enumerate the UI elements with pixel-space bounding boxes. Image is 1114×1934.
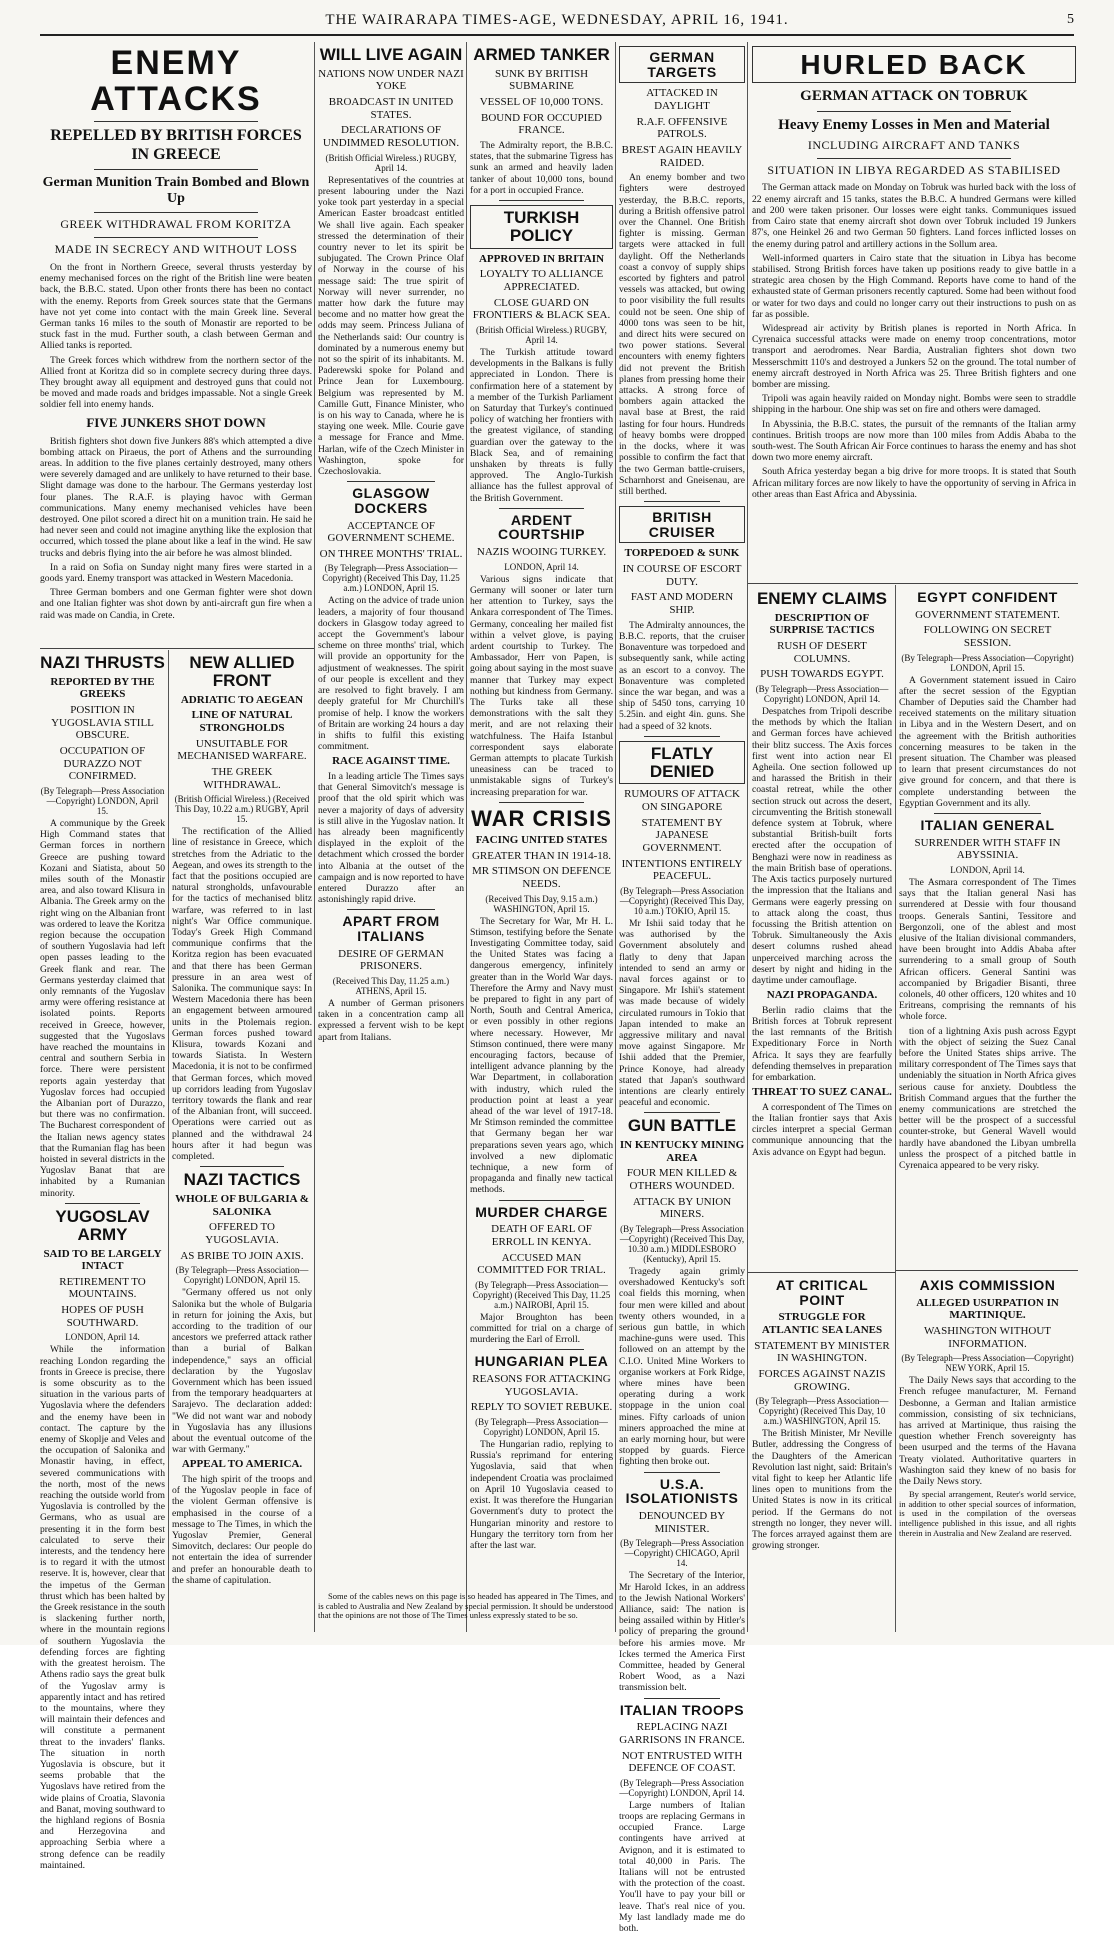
paragraph: The Secretary for War, Mr H. L. Stimson, testifying before the Senate Investigating Committee today, said the United States was facing a dangerous emergency, infinitely greater than in the World War days. Therefore the Army and Navy must be prepared to fight in any part of North, South and Central America, or even possibly in other regions where necessary. However, Mr Stimson continued, there were many encouraging factors, because of intelligent advance planning by the War Department, in collaboration with industry, which ruled the production point at least a year ahead of the war level of 1917-18. Mr Stimson reminded the committee that Germany began her war preparations seven years ago, which involved a new diplomatic technique, a new form of propaganda and finally new tactical methods.: [470, 915, 613, 1196]
headline: GERMAN TARGETS: [619, 46, 745, 83]
subheadline: SURRENDER WITH STAFF IN ABYSSINIA.: [914, 836, 1061, 862]
headline: APART FROM ITALIANS: [342, 913, 440, 945]
dateline: (By Telegraph—Press Association—Copyright) CHICAGO, April 14.: [620, 1538, 744, 1569]
headline: U.S.A. ISOLATIONISTS: [625, 1475, 739, 1507]
subheadline: REPORTED BY THE GREEKS: [50, 675, 155, 701]
subheadline: ALLEGED USURPATION IN MARTINIQUE.: [916, 1296, 1059, 1322]
subheadline: ACCEPTANCE OF GOVERNMENT SCHEME.: [327, 519, 455, 545]
headline: MURDER CHARGE: [475, 1203, 608, 1220]
divider: [94, 121, 257, 122]
paragraph: The Turkish attitude toward developments in the Balkans is fully appreciated in London. There is confirmation here of a statement by a member of the Turkish Parliament on Saturday that Turkey's continued policy of watching her frontiers with the greatest vigilance, of standing guardian over the gateway to the Black Sea, and of remaining unshaken by threats is fully approved. The Anglo-Turkish alliance has the fullest approval of the British Government.: [470, 346, 613, 504]
paragraph: Acting on the advice of trade union leaders, a majority of four thousand dockers in Glasgow today agreed to accept the Government's labour scheme on three months' trial, which will provide an opportunity for the adjustment of weaknesses. The spirit of our people is excellent and they are resolved to fight bravely. I am deeply grateful for Mr Churchill's promise of help. I know the workers of Britain are working 24 hours a day in shifts to fulfil this existing commitment.: [318, 595, 464, 753]
subheadline: APPEAL TO AMERICA.: [181, 1458, 303, 1471]
subheadline: MR STIMSON ON DEFENCE NEEDS.: [471, 865, 612, 890]
subheadline: REPELLED BY BRITISH FORCES IN GREECE: [50, 127, 302, 163]
subheadline: ADRIATIC TO AEGEAN: [180, 693, 304, 706]
subheadline: MADE IN SECRECY AND WITHOUT LOSS: [54, 242, 298, 257]
subheadline: NAZI PROPAGANDA.: [766, 989, 878, 1002]
subheadline: DEATH OF EARL OF ERROLL IN KENYA.: [491, 1223, 592, 1248]
subheadline: FACING UNITED STATES: [475, 833, 608, 846]
article-enemy-claims: [752, 590, 892, 1268]
paragraph: Tragedy again grimly overshadowed Kentucky's soft coal fields this morning, when four men were killed and about twenty others wounded, in a serious gun battle, in which machine-guns were used. This followed on an attempt by the C.I.O. United Mine Workers to organise workers at Fork Ridge, where mines have been operating during a work stoppage in the union coal mines. Fifty carloads of union miners approached the mine at an early morning hour, but were stopped by guards. Fierce fighting then broke out.: [619, 1266, 745, 1468]
dateline: (British Official Wireless.) RUGBY, April 14.: [476, 324, 607, 345]
dateline: (By Telegraph—Press Association—Copyright) (Received This Day, 11.25 a.m.) NAIROBI, April 15.: [472, 1279, 611, 1310]
paragraph: The German attack made on Monday on Tobruk was hurled back with the loss of 22 enemy aircraft and 15 tanks, states the B.B.C. A hundred Germans were killed and 200 were taken prisoner. Our losses were eight tanks. Communiques issued from Cairo state that enemy aircraft shot down over Tobruk included 19 Junkers 87's, one Heinkel 26 and two German 50 fighters. Land forces inflicted losses on the enemy during patrol and artillery actions in the Sollum area.: [752, 182, 1076, 250]
dateline: (By Telegraph—Press Association—Copyright) LONDON, April 15.: [901, 652, 1074, 673]
subheadline: FORCES AGAINST NAZIS GROWING.: [758, 1367, 886, 1393]
headline: ARDENT COURTSHIP: [498, 511, 585, 543]
dateline: (Received This Day, 9.15 a.m.) WASHINGTON, April 15.: [485, 893, 598, 914]
dateline: LONDON, April 14.: [65, 1332, 140, 1343]
paragraph: Major Broughton has been committed for trial on a charge of murdering the Earl of Erroll.: [470, 1311, 613, 1346]
divider: [644, 1112, 720, 1113]
divider: [499, 1349, 585, 1350]
paragraph: A correspondent of The Times on the Italian frontier says that Axis circles interpret a special German communique announcing that the Axis advance on Egypt had begun.: [752, 1101, 892, 1158]
subheadline: INCLUDING AIRCRAFT AND TANKS: [807, 137, 1021, 152]
subheadline: Heavy Enemy Losses in Men and Material: [778, 116, 1050, 133]
article-new-allied-front: [172, 654, 312, 1629]
subheadline: STATEMENT BY JAPANESE GOVERNMENT.: [641, 816, 723, 854]
headline: WAR CRISIS: [471, 805, 612, 831]
subheadline: FOUR MEN KILLED & OTHERS WOUNDED.: [626, 1167, 738, 1193]
headline: WILL LIVE AGAIN: [319, 45, 463, 64]
column-four: [619, 46, 745, 1934]
paragraph: The Hungarian radio, replying to Russia's reprimand for entering Yugoslavia, said that when independent Croatia was proclaimed on April 10 Yugoslavia ceased to exist. It was therefore the Hungarian Government's duty to protect the Hungarian minority and restore to Hungary the territory torn from her after the last war.: [470, 1439, 613, 1551]
subheadline: THE GREEK WITHDRAWAL.: [203, 765, 281, 791]
subheadline: WHOLE OF BULGARIA & SALONIKA: [175, 1193, 309, 1218]
divider: [94, 212, 257, 213]
subheadline: NAZIS WOOING TURKEY.: [476, 546, 607, 559]
dateline: (Received This Day, 11.25 a.m.) ATHENS, April 15.: [332, 976, 450, 997]
headline: GLASGOW DOCKERS: [352, 485, 430, 516]
subheadline: STRUGGLE FOR ATLANTIC SEA LANES: [761, 1311, 883, 1337]
dateline: (By Telegraph—Press Association—Copyright) (Received This Day, 10.30 a.m.) MIDDLESBORO (Kentucky), April 15.: [619, 1224, 745, 1265]
paragraph: Mr Ishii said today that he was authorised by the Government absolutely and flatly to deny that Japan intended to send an army or naval forces against or to Singapore. Mr Ishii's statement was made because of widely circulated rumours in Tokio that Japan intended to make an aggressive military and naval move against Singapore. Mr Ishii added that the Premier, Prince Konoye, had already stated that Japan's southward intentions are clearly entirely peaceful and economic.: [619, 917, 745, 1109]
dateline: (British Official Wireless.) RUGBY, April 14.: [325, 152, 457, 173]
subheadline: HOPES OF PUSH SOUTHWARD.: [61, 1304, 144, 1329]
paragraph: Various signs indicate that Germany will sooner or later turn her attention to Turkey, says the Ankara correspondent of The Times. Germany, concealing her mailed fist within a velvet glove, is paying ardent courtship to Turkey. The Ambassador, Herr von Papen, is going about saying in the most suave manner that Turkey may expect nothing but kindness from Germany. The Turks take all these demonstrations with the salt they merit, and are not relaxing their watchfulness. The Haifa Istanbul correspondent says elaborate German attempts to placate Turkish uneasiness can be traced to unmistakable signs of Turkey's increasing preparation for war.: [470, 573, 613, 798]
subheadline: German Munition Train Bombed and Blown Up: [42, 175, 310, 207]
paragraph: Large numbers of Italian troops are replacing Germans in occupied France. Large contingents have arrived at Avignon, and it is estimated to total 40,000 in Paris. The Italians will not be entrusted with the protection of the coast. You'll have to pay your bill or leave. That's real nice of you. My last landlady made me do both.: [619, 1799, 745, 1934]
paragraph: Tripoli was again heavily raided on Monday night. Bombs were seen to straddle shipping in the harbour. One ship was set on fire and others were damaged.: [752, 393, 1076, 416]
column-rule: [168, 650, 169, 1632]
paragraph: The Secretary of the Interior, Mr Harold Ickes, in an address to the Jewish National Workers' Alliance, said: The nation is being assailed within by Hitler's policy of preparing the ground before his armies move. Mr Ickes termed the America First Committee, headed by General Robert Wood, as a Nazi transmission belt.: [619, 1570, 745, 1694]
dateline: (By Telegraph—Press Association—Copyright) LONDON, April 15.: [475, 1417, 608, 1438]
paragraph: The rectification of the Allied line of resistance in Greece, which stretches from the Adriatic to the Aegean, and owes its strength to the fact that the positions occupied are natural strongholds, unfavourable for the tactics of mechanised blitz warfare, was referred to in last night's War Office communique. Today's Greek High Command communique confirms that the Koritza region has been evacuated and that there has been German pressure in an area west of Salonika. The communique says: In Western Macedonia there has been an engagement between armoured units in the Ptolemais region. German forces pushed toward Klisura, towards Kozani and towards Siatista. In Western Macedonia, it is not to be confirmed that German forces, which moved up corridors leading from Yugoslav territory towards the flank and rear of the Albanian front, will succeed. Operations were carried out as planned and the withdrawal 24 hours after it had begun was completed.: [172, 826, 312, 1163]
paragraph: Berlin radio claims that the British forces at Tobruk represent the last remnants of the British Expeditionary Force in North Africa. It says they are fearfully defending themselves in preparation for embarkation.: [752, 1004, 892, 1083]
headline: BRITISH CRUISER: [619, 506, 745, 543]
paragraph: A Government statement issued in Cairo after the secret session of the Egyptian Chamber of Deputies said the Chamber had received statements on the military situation in Libya and in the Western Desert, and on the agreement with the British authorities concerning measures to be taken in the present situation. The Chamber was pleased to learn that present circumstances do not give ground for concern, and that there is complete understanding between the Egyptian Government and its ally.: [899, 674, 1076, 809]
headline: YUGOSLAV ARMY: [55, 1206, 150, 1244]
headline: NEW ALLIED FRONT: [189, 653, 295, 690]
subheadline: PUSH TOWARDS EGYPT.: [760, 668, 884, 681]
dateline: (By Telegraph—Press Association—Copyright) (Received This Day, 10 a.m.) TOKIO, April 15.: [619, 885, 745, 916]
subheadline: DECLARATIONS OF UNDIMMED RESOLUTION.: [322, 124, 460, 150]
paragraph: The high spirit of the troops and of the Yugoslav people in face of the violent German offensive is emphasised in the course of a message to The Times, in which the Yugoslav Premier, General Simovitch, declares: Our people do not entertain the idea of surrender and prefer an honourable death to the shame of capitulation.: [172, 1474, 312, 1586]
divider: [347, 909, 435, 910]
subheadline: IN COURSE OF ESCORT DUTY.: [622, 563, 742, 588]
headline: GUN BATTLE: [627, 1116, 737, 1136]
subheadline: ATTACK BY UNION MINERS.: [632, 1195, 732, 1221]
headline: FLATLY DENIED: [619, 741, 745, 785]
divider: [934, 813, 1040, 814]
column-rule: [314, 42, 315, 1632]
dateline: (By Telegraph—Press Association—Copyright) (Received This Day, 11.25 a.m.) LONDON, April 15.: [322, 563, 460, 594]
article-axis-commission: [899, 1278, 1076, 1630]
divider: [200, 1166, 284, 1167]
paragraph: On the front in Northern Greece, several thrusts yesterday by enemy mechanised forces on the right of the British line were beaten back, the B.B.C. stated. Upon other fronts there has been no contact with the enemy. Reports from Greek sources state that the Germans have not yet come into contact with the main Greek line. Several German tanks 16 miles to the south of Monastir are reported to be stuck fast in the mud. Further south, a clash between German and Allied tanks is reported.: [40, 261, 312, 352]
subheadline: APPROVED IN BRITAIN: [478, 252, 605, 265]
headline: ITALIAN GENERAL: [920, 817, 1055, 834]
subheadline: DENOUNCED BY MINISTER.: [638, 1510, 726, 1535]
paragraph: The Admiralty announces, the B.B.C. reports, that the cruiser Bonaventure was torpedoed and subsequently sank, while acting as an escort to a convoy. The Bonaventure was completed since the war began, and was a ship of 5450 tons, carrying 10 5.25in. and eight 4in. guns. She had a speed of 32 knots.: [619, 619, 745, 732]
subheadline: POSITION IN YUGOSLAVIA STILL OBSCURE.: [51, 704, 154, 742]
footer-note: By special arrangement, Reuter's world service, in addition to other special sources of information, is used in the compilation of the overseas intelligence published in this issue, and all rights therein in Australia and New Zealand are reserved.: [899, 1489, 1076, 1538]
page-number: 5: [1067, 12, 1074, 27]
subheadline: OCCUPATION OF DURAZZO NOT CONFIRMED.: [59, 745, 146, 783]
paragraph: A communique by the Greek High Command states that German forces in northern Greece are pushing toward Kozani and Siatista, about 50 miles south of the Monastir area, and also toward Klisura in Albania. The Greek army on the right wing on the Albanian front was ordered to leave the Koritza region because the occupation of southern Yugoslavia had left open passes leading to the Greek flank and rear. The Germans yesterday claimed that only remnants of the Yugoslav army were offering resistance at isolated points. Reports received in Greece, however, suggested that the Yugoslavs have reached the mountains in central and southern Serbia in force. There were persistent reports again yesterday that Yugoslav forces had occupied the Albanian port of Durazzo, but there was no confirmation. The Bucharest correspondent of the Italian news agency states that the Rumanian flag has been hoisted in several districts in the Yugoslav Banat that are inhabited by a Rumanian minority.: [40, 817, 165, 1199]
dateline: (By Telegraph—Press Association—Copyright) LONDON, April 15.: [40, 785, 165, 816]
paragraph: Well-informed quarters in Cairo state that the situation in Libya has become stabilised. Strong British forces have taken up positions ready to give battle in a strategic area chosen by the High Command. Reports have come to hand of the exhausted state of German prisoners recently captured. Some had been without food or water for two days and could no longer carry out their instructions to push on as far as possible.: [752, 252, 1076, 320]
subheadline: GREATER THAN IN 1914-18.: [471, 849, 612, 862]
headline: ITALIAN TROOPS: [619, 1701, 745, 1718]
dateline: (By Telegraph—Press Association—Copyright) LONDON, April 15.: [175, 1265, 309, 1286]
subheadline: FAST AND MODERN SHIP.: [630, 591, 734, 617]
subheadline: LINE OF NATURAL STRONGHOLDS: [191, 709, 293, 734]
dateline: LONDON, April 14.: [504, 561, 579, 572]
divider: [644, 1698, 720, 1699]
subheadline: NATIONS NOW UNDER NAZI YOKE: [318, 67, 464, 93]
subheadline: REASONS FOR ATTACKING YUGOSLAVIA.: [472, 1373, 611, 1398]
subheadline: R.A.F. OFFENSIVE PATROLS.: [636, 115, 728, 141]
dateline: (By Telegraph—Press Association—Copyright) NEW YORK, April 15.: [901, 1353, 1074, 1374]
paragraph: Three German bombers and one German fighter were shot down and one Italian fighter was shot down by anti-aircraft gun fire when a raid was made on Candia, in Crete.: [40, 587, 312, 621]
masthead-title: THE WAIRARAPA TIMES-AGE, WEDNESDAY, APRIL 16, 1941.: [325, 12, 789, 28]
divider: [817, 158, 1011, 159]
headline: ENEMY CLAIMS: [756, 589, 888, 608]
paragraph: An enemy bomber and two fighters were destroyed yesterday, the B.B.C. reports, during a British offensive patrol over the Channel. One British fighter is missing. German targets were attacked in full daylight. Off the Netherlands coast a convoy of supply ships escorted by fighters and patrol vessels was attacked, but owing to poor visibility the full results could not be seen. One ship of 4000 tons was seen to be hit, and direct hits were secured on two power stations. Several encounters with enemy fighters did not prevent the British planes from pressing home their attacks. A strong force of bombers again attacked the naval base at Brest, the raid lasting for four hours. Hundreds of heavy bombs were dropped in the docks, where it was possible to confirm the fact that the two German battle-cruisers, Scharnhorst and Gneisenau, are still berthed.: [619, 172, 745, 497]
article-enemy-attacks: [40, 46, 312, 646]
subheadline: RUMOURS OF ATTACK ON SINGAPORE: [624, 788, 740, 814]
paragraph: Despatches from Tripoli describe the methods by which the Italian and German forces have achieved their blitz success. The Axis forces first went into action near El Agheila. One section followed up and harassed the British in their coastal retreat, while the other section struck out across the desert, circumventing the British stonewall defence system at Tobruk, where substantial British-built forts erected after the occupation of Benghazi were now in readiness as the main British base of operations. The Axis tactics purposely nurtured the impression that the Italians and Germans were eagerly pressing on to attack along the coast, thus focussing the British attention on Tobruk. Simultaneously the Axis desert columns rushed ahead unperceived marching across the desert by night and hiding in the daytime under camouflage.: [752, 706, 892, 986]
paragraph: Some of the cables news on this page is so headed has appeared in The Times, and is cabled to Australia and New Zealand by special permission. It should be understood that the opinions are not those of The Times unless expressly stated to be so.: [318, 1591, 613, 1621]
divider: [499, 1200, 585, 1201]
column-rule: [466, 42, 467, 1632]
paragraph: The British Minister, Mr Neville Butler, addressing the Congress of the Daughters of the American Revolution last night, said: Britain's vital fight to keep her Atlantic life lines open to munitions from the United States is now in its critical period. If the Germans do not strength no longer, they never will. The forces arrayed against them are growing stronger.: [752, 1428, 892, 1552]
column-rule: [747, 42, 748, 1632]
subheadline: SAID TO BE LARGELY INTACT: [43, 1247, 162, 1273]
headline: AXIS COMMISSION: [919, 1277, 1056, 1293]
headline: EGYPT CONFIDENT: [917, 589, 1058, 605]
dateline: (By Telegraph—Press Association—Copyright) LONDON, April 14.: [755, 684, 889, 705]
subheadline: BROADCAST IN UNITED STATES.: [328, 96, 454, 121]
divider: [644, 1472, 720, 1473]
subheadline: THREAT TO SUEZ CANAL.: [752, 1086, 892, 1099]
subheadline: LOYALTY TO ALLIANCE APPRECIATED.: [479, 268, 604, 294]
headline: NAZI THRUSTS: [40, 653, 165, 672]
section-rule: [40, 648, 314, 649]
divider: [65, 1203, 140, 1204]
subheadline: GREEK WITHDRAWAL FROM KORITZA: [60, 217, 292, 232]
divider: [499, 200, 585, 201]
headline: NAZI TACTICS: [183, 1170, 301, 1190]
subheadline: REPLY TO SOVIET REBUKE.: [470, 1401, 613, 1414]
bottom-note: [318, 1592, 613, 1632]
paragraph: tion of a lightning Axis push across Egypt with the object of seizing the Suez Canal before the United States ships arrive. The military correspondent of The Times says that undeniably the situation in North Africa gives serious cause for anxiety. Doubtless the British Command argues that the further the enemy communications are stretched the better will be the prospect of a successful counter-stroke, but General Wavell would hardly have abandoned the Libyan umbrella unless the prospect of a pitched battle in Cyrenaica appeared to be very risky.: [899, 1025, 1076, 1172]
section-rule: [748, 1272, 895, 1273]
column-two: [318, 46, 464, 1586]
subheadline: INTENTIONS ENTIRELY PEACEFUL.: [621, 857, 743, 883]
subheadline: RETIREMENT TO MOUNTAINS.: [59, 1275, 146, 1301]
divider: [644, 501, 720, 502]
article-critical-point: [752, 1278, 892, 1630]
dateline: (British Official Wireless.) (Received This Day, 10.22 a.m.) RUGBY, April 15.: [174, 794, 310, 825]
subheadline: WASHINGTON WITHOUT INFORMATION.: [924, 1324, 1051, 1350]
column-six: [899, 590, 1076, 1268]
paragraph: In a raid on Sofia on Sunday night many fires were started in a goods yard. Enemy transport was attacked in Western Macedonia.: [40, 561, 312, 584]
column-rule: [615, 42, 616, 1632]
divider: [644, 736, 720, 737]
masthead: [40, 12, 1074, 36]
subheadline: CLOSE GUARD ON FRONTIERS & BLACK SEA.: [472, 296, 611, 322]
dateline: (By Telegraph—Press Association—Copyright) LONDON, April 14.: [619, 1777, 745, 1798]
subheadline: NOT ENTRUSTED WITH DEFENCE OF COAST.: [621, 1749, 743, 1775]
paragraph: The Daily News says that according to the French refugee manufacturer, M. Fernand Desbonne, a German and Italian armistice commission, consisting of six technicians, has arrived at Martinique, thus raising the question whether French sovereignty has been usurped and the terms of the Havana Treaty violated. Authoritative quarters in Washington said they knew of no basis for the Daily News story.: [899, 1375, 1076, 1488]
divider: [94, 237, 257, 238]
headline: TURKISH POLICY: [470, 205, 613, 249]
subheadline: SITUATION IN LIBYA REGARDED AS STABILISED: [767, 162, 1061, 177]
section-rule: [748, 583, 1078, 584]
subheadline: ON THREE MONTHS' TRIAL.: [319, 547, 463, 560]
subheadline: GOVERNMENT STATEMENT.: [915, 608, 1060, 621]
paragraph: While the information reaching London regarding the fronts in Greece is precise, there is some obscurity as to the situation in the various parts of Yugoslavia where the defenders and the enemy have been in contact. The capture by the enemy of Skoplje and Veles and the occupation of Salonika and Monastir having, in effect, severed communications with the north, most of the news reaching the outside world from Yugoslavia is controlled by the Germans, who as usual are presenting it in the form best calculated to serve their interests, and the tendency here is to regard it with the utmost reserve. It is, however, clear that the impetus of the German thrust which has been halted by the Greek resistance in the south is slackening further north, where in the mountain regions of southern Yugoslavia the defending forces are fighting with the greatest heroism. The Athens radio says the great bulk of the Yugoslav army is apparently intact and has retired to the mountains, where they will maintain their defences and will constitute a permanent threat to the invaders' flanks. The situation in north Yugoslavia is obscure, but it seems probable that the Yugoslavs have retired from the wide plains of Croatia, Slavonia and Banat, moving southward to the highland regions of Bosnia and Herzegovina and approaching Serbia where a strong defence can be readily maintained.: [40, 1344, 165, 1871]
subheadline: RACE AGAINST TIME.: [332, 755, 450, 768]
section-rule: [896, 1270, 1078, 1271]
subheadline: SUNK BY BRITISH SUBMARINE: [494, 67, 589, 93]
subheadline: DESCRIPTION OF SURPRISE TACTICS: [769, 611, 875, 637]
article-hurled-back: [752, 46, 1076, 581]
headline: HUNGARIAN PLEA: [474, 1353, 609, 1370]
divider: [94, 169, 257, 170]
subheadline: FOLLOWING ON SECRET SESSION.: [923, 624, 1052, 649]
subheadline: STATEMENT BY MINISTER IN WASHINGTON.: [754, 1339, 890, 1365]
subheadline: BOUND FOR OCCUPIED FRANCE.: [480, 111, 603, 137]
subheadline: FIVE JUNKERS SHOT DOWN: [86, 414, 266, 430]
subheadline: OFFERED TO YUGOSLAVIA.: [205, 1221, 279, 1247]
headline: ARMED TANKER: [473, 45, 610, 64]
divider: [817, 111, 1011, 112]
paragraph: British fighters shot down five Junkers 88's which attempted a dive bombing attack on Piraeus, the port of Athens and the surrounding areas. In addition to the five planes certainly destroyed, many others were severely damaged and are unlikely to have returned to their base. Slight damage was done to the harbour. The Germans yesterday lost four planes. The R.A.F. is playing havoc with German communications. Many enemy mechanised vehicles have been destroyed. One pilot scored a direct hit on a munition train. He said he had never seen and could not imagine anything like the explosion that occurred, which tossed the plane about like a leaf in the wind. He saw trucks and debris flying into the air before he was almost blinded.: [40, 435, 312, 559]
dateline: (By Telegraph—Press Association—Copyright) (Received This Day, 10 a.m.) WASHINGTON, April 15.: [755, 1396, 889, 1427]
subheadline: TORPEDOED & SUNK: [624, 547, 740, 560]
subheadline: RUSH OF DESERT COLUMNS.: [777, 640, 867, 665]
subheadline: DESIRE OF GERMAN PRISONERS.: [338, 947, 444, 973]
paragraph: In a leading article The Times says that General Simovitch's message is proof that the old spirit which was never a majority of days of adversity is still alive in the Yugoslav nation. It has already been magnificently displayed in the exploit of the detachment which crossed the border into Albania at the outset of the campaign and is now reported to have entered Durazzo after an astonishingly rapid drive.: [318, 770, 464, 906]
paragraph: The Greek forces which withdrew from the northern sector of the Allied front at Koritza did so in complete secrecy during three days. They brought away all equipment and destroyed guns that could not be moved and made roads and bridges impassable. Not a single Greek soldier fell into enemy hands.: [40, 354, 312, 411]
paragraph: South Africa yesterday began a big drive for more troops. It is stated that South African military forces are now likely to have the opportunity of serving in Africa in other areas than East Africa and Abyssinia.: [752, 466, 1076, 500]
paragraph: Widespread air activity by British planes is reported in North Africa. In Cyrenaica successful attacks were made on enemy troop concentrations, motor transport and aerodromes. Near Bardia, Australian fighters shot down two Messerschmitt 110's and destroyed a Junkers 52 on the ground. The total number of enemy aircraft destroyed in North Africa was 25. Three British fighters and one bomber are missing.: [752, 322, 1076, 390]
headline: AT CRITICAL POINT: [775, 1277, 869, 1308]
subheadline: ATTACKED IN DAYLIGHT: [646, 87, 718, 113]
paragraph: The Asmara correspondent of The Times says that the Italian general Nasi has surrendered at Dessie with four thousand troops. Generals Santini, Tessitore and Bergonzoli, one of the ablest and most elusive of the Italian divisional commanders, have been brought into Addis Ababa after surrendering to a small group of South African officers. General Santini was accompanied by Brigadier Bisanti, three colonels, 40 other officers, 120 whites and 10 Eritreans, comprising the remnants of his whole force.: [899, 877, 1076, 1023]
divider: [499, 802, 585, 803]
paragraph: Representatives of the countries at present labouring under the Nazi yoke took part yesterday in a special American Easter broadcast entitled We shall live again. Each speaker stressed the determination of their country never to let its spirit be subjugated. The Crown Prince Olaf of Norway in the course of his message said: The true spirit of Norway will never surrender, no matter how dark the future may become and no matter how great the odds may seem. Princess Juliana of the Netherlands said: Our country is dominated by a numerous enemy but not so the spirit of its inhabitants. M. Paderewski spoke for Poland and Prince Jean for Luxembourg. Belgium was represented by M. Camille Gutt, Finance Minister, who is on his way to Canada, where he is staying one week. Mlle. Courie gave a message for France and Mme. Harlan, wife of the Czech Minister in Washington, spoke for Czechoslovakia.: [318, 174, 464, 477]
subheadline: ACCUSED MAN COMMITTED FOR TRIAL.: [477, 1251, 606, 1277]
subheadline: BREST AGAIN HEAVILY RAIDED.: [621, 143, 743, 169]
divider: [347, 481, 435, 482]
column-rule: [895, 585, 896, 1632]
subheadline: IN KENTUCKY MINING AREA: [619, 1139, 745, 1164]
column-three: [470, 46, 613, 1586]
subheadline: UNSUITABLE FOR MECHANISED WARFARE.: [177, 737, 307, 763]
dateline: LONDON, April 14.: [950, 865, 1025, 876]
subheadline: VESSEL OF 10,000 TONS.: [479, 96, 604, 109]
subheadline: AS BRIBE TO JOIN AXIS.: [180, 1249, 304, 1262]
headline: HURLED BACK: [752, 46, 1076, 83]
paragraph: The Admiralty report, the B.B.C. states, that the submarine Tigress has sunk an armed and heavily laden tanker of about 10,000 tons, bound for a port in occupied France.: [470, 140, 613, 196]
article-nazi-thrusts: [40, 653, 165, 1871]
paragraph: In Abyssinia, the B.B.C. states, the pursuit of the remnants of the Italian army continues. British troops are now more than 100 miles from Addis Ababa to the south-west. The South African Air Force continues to harass the enemy and has shot down two more enemy aircraft.: [752, 418, 1076, 464]
paragraph: "Germany offered us not only Salonika but the whole of Bulgaria in return for joining the Axis, but according to the tradition of our ancestors we preferred attack rather than a burial of Balkan independence," says an official declaration by the Yugoslav Government which has been issued from the temporary headquarters at Sarajevo. The declaration added: "We did not want war and nobody in Yugoslavia has any illusions about the eventual outcome of the war with Germany.": [172, 1287, 312, 1456]
subheadline: GERMAN ATTACK ON TOBRUK: [800, 88, 1028, 105]
divider: [499, 508, 585, 509]
subheadline: REPLACING NAZI GARRISONS IN FRANCE.: [619, 1721, 745, 1746]
paragraph: A number of German prisoners taken in a concentration camp all expressed a fervent wish to be kept apart from Italians.: [318, 998, 464, 1043]
headline: ENEMY ATTACKS: [90, 44, 262, 118]
